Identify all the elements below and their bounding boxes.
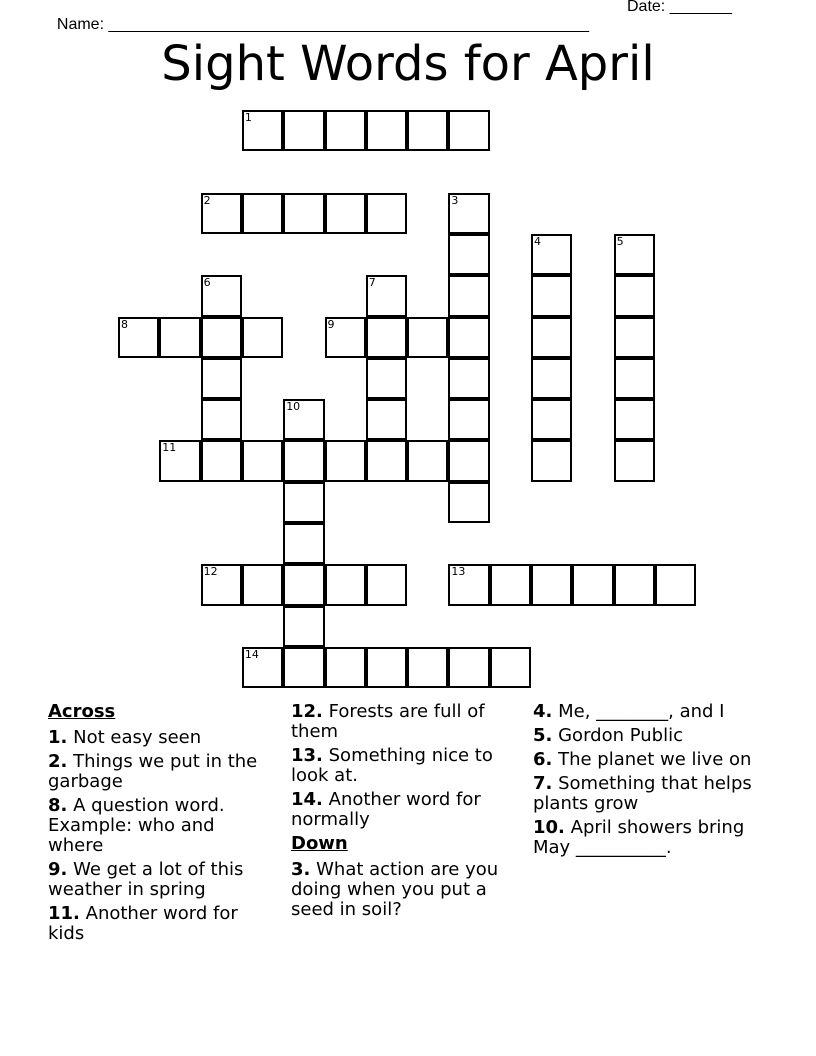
grid-cell[interactable] bbox=[325, 440, 366, 481]
clue-down-10: 10. April showers bring May __________. bbox=[533, 817, 745, 858]
clue-number: 6 bbox=[203, 276, 211, 290]
grid-cell[interactable] bbox=[614, 275, 655, 316]
grid-cell[interactable] bbox=[366, 317, 407, 358]
grid-cell[interactable] bbox=[201, 275, 242, 316]
clues-column-3 bbox=[533, 702, 765, 862]
clue-down-6: 6. The planet we live on bbox=[533, 749, 752, 770]
grid-cell[interactable] bbox=[201, 358, 242, 399]
grid-cell[interactable] bbox=[283, 564, 324, 605]
clue-down-4: 4. Me, ________, and I bbox=[533, 701, 725, 722]
grid-cell[interactable] bbox=[448, 275, 489, 316]
grid-cell[interactable] bbox=[531, 564, 572, 605]
grid-cell[interactable] bbox=[283, 193, 324, 234]
page-title: Sight Words for April bbox=[161, 36, 655, 92]
grid-cell[interactable] bbox=[242, 193, 283, 234]
clue-down-3: 3. What action are you doing when you put a seed in soil? bbox=[291, 859, 499, 920]
clue-across-9: 9. We get a lot of this weather in spring bbox=[48, 859, 244, 900]
grid-cell[interactable] bbox=[448, 317, 489, 358]
grid-cell[interactable] bbox=[407, 317, 448, 358]
grid-cell[interactable] bbox=[325, 110, 366, 151]
grid-cell[interactable] bbox=[614, 440, 655, 481]
grid-cell[interactable] bbox=[118, 317, 159, 358]
clue-across-11: 11. Another word for kids bbox=[48, 903, 238, 944]
clue-number: 14 bbox=[244, 647, 259, 661]
clue-number: 11 bbox=[162, 441, 177, 455]
clues-column-1 bbox=[48, 702, 273, 948]
grid-cell[interactable] bbox=[614, 317, 655, 358]
grid-cell[interactable] bbox=[407, 440, 448, 481]
grid-cell[interactable] bbox=[407, 647, 448, 688]
across-heading: Across bbox=[48, 701, 116, 722]
grid-cell[interactable] bbox=[201, 440, 242, 481]
grid-cell[interactable] bbox=[366, 110, 407, 151]
name-field-label[interactable]: Name: ______________________________________________________ bbox=[56, 16, 589, 33]
grid-cell[interactable] bbox=[366, 564, 407, 605]
grid-cell[interactable] bbox=[572, 564, 613, 605]
date-field-label[interactable]: Date: _______ bbox=[627, 0, 732, 15]
clue-across-12: 12. Forests are full of them bbox=[291, 701, 485, 742]
grid-cell[interactable] bbox=[201, 193, 242, 234]
grid-cell[interactable] bbox=[325, 564, 366, 605]
grid-cell[interactable] bbox=[531, 440, 572, 481]
clue-number: 13 bbox=[451, 565, 466, 579]
grid-cell[interactable] bbox=[614, 234, 655, 275]
grid-cell[interactable] bbox=[448, 647, 489, 688]
grid-cell[interactable] bbox=[655, 564, 696, 605]
grid-cell[interactable] bbox=[448, 193, 489, 234]
clue-across-14: 14. Another word for normally bbox=[291, 789, 481, 830]
grid-cell[interactable] bbox=[201, 317, 242, 358]
grid-cell[interactable] bbox=[283, 399, 324, 440]
grid-cell[interactable] bbox=[283, 110, 324, 151]
grid-cell[interactable] bbox=[490, 564, 531, 605]
clues-column-2 bbox=[291, 702, 523, 924]
clue-down-7: 7. Something that helps plants grow bbox=[533, 773, 752, 814]
down-heading: Down bbox=[291, 833, 348, 854]
grid-cell[interactable] bbox=[159, 440, 200, 481]
clue-across-1: 1. Not easy seen bbox=[48, 727, 202, 748]
grid-cell[interactable] bbox=[531, 399, 572, 440]
grid-cell[interactable] bbox=[242, 440, 283, 481]
grid-cell[interactable] bbox=[283, 606, 324, 647]
clue-across-8: 8. A question word. Example: who and where bbox=[48, 795, 225, 856]
clue-number: 4 bbox=[534, 234, 541, 248]
clue-across-13: 13. Something nice to look at. bbox=[291, 745, 493, 786]
grid-cell[interactable] bbox=[283, 647, 324, 688]
grid-cell[interactable] bbox=[490, 647, 531, 688]
grid-cell[interactable] bbox=[242, 317, 283, 358]
grid-cell[interactable] bbox=[159, 317, 200, 358]
grid-cell[interactable] bbox=[283, 440, 324, 481]
grid-cell[interactable] bbox=[448, 564, 489, 605]
grid-cell[interactable] bbox=[531, 317, 572, 358]
grid-cell[interactable] bbox=[531, 358, 572, 399]
clue-number: 2 bbox=[203, 193, 211, 207]
grid-cell[interactable] bbox=[283, 482, 324, 523]
grid-cell[interactable] bbox=[448, 440, 489, 481]
grid-cell[interactable] bbox=[283, 523, 324, 564]
grid-cell[interactable] bbox=[366, 193, 407, 234]
clue-number: 8 bbox=[121, 317, 128, 331]
grid-cell[interactable] bbox=[366, 275, 407, 316]
grid-cell[interactable] bbox=[448, 399, 489, 440]
grid-cell[interactable] bbox=[325, 647, 366, 688]
grid-cell[interactable] bbox=[448, 110, 489, 151]
clue-number: 3 bbox=[451, 193, 459, 207]
grid-cell[interactable] bbox=[407, 110, 448, 151]
grid-cell[interactable] bbox=[242, 110, 283, 151]
grid-cell[interactable] bbox=[242, 647, 283, 688]
grid-cell[interactable] bbox=[448, 482, 489, 523]
clue-number: 9 bbox=[327, 317, 335, 331]
grid-cell[interactable] bbox=[366, 358, 407, 399]
grid-cell[interactable] bbox=[242, 564, 283, 605]
clue-number: 10 bbox=[286, 400, 301, 414]
grid-cell[interactable] bbox=[531, 275, 572, 316]
clue-number: 1 bbox=[244, 111, 252, 124]
grid-cell[interactable] bbox=[614, 358, 655, 399]
grid-cell[interactable] bbox=[366, 399, 407, 440]
grid-cell[interactable] bbox=[448, 358, 489, 399]
grid-cell[interactable] bbox=[201, 399, 242, 440]
grid-cell[interactable] bbox=[325, 193, 366, 234]
grid-cell[interactable] bbox=[201, 564, 242, 605]
grid-cell[interactable] bbox=[366, 647, 407, 688]
grid-cell[interactable] bbox=[531, 234, 572, 275]
grid-cell[interactable] bbox=[614, 564, 655, 605]
clue-number: 12 bbox=[203, 565, 218, 579]
grid-cell[interactable] bbox=[448, 234, 489, 275]
grid-cell[interactable] bbox=[366, 440, 407, 481]
clue-number: 7 bbox=[368, 276, 376, 290]
grid-cell[interactable] bbox=[325, 317, 366, 358]
grid-cell[interactable] bbox=[614, 399, 655, 440]
clue-across-2: 2. Things we put in the garbage bbox=[48, 751, 258, 792]
clue-down-5: 5. Gordon Public bbox=[533, 725, 683, 746]
clue-number: 5 bbox=[616, 234, 624, 248]
